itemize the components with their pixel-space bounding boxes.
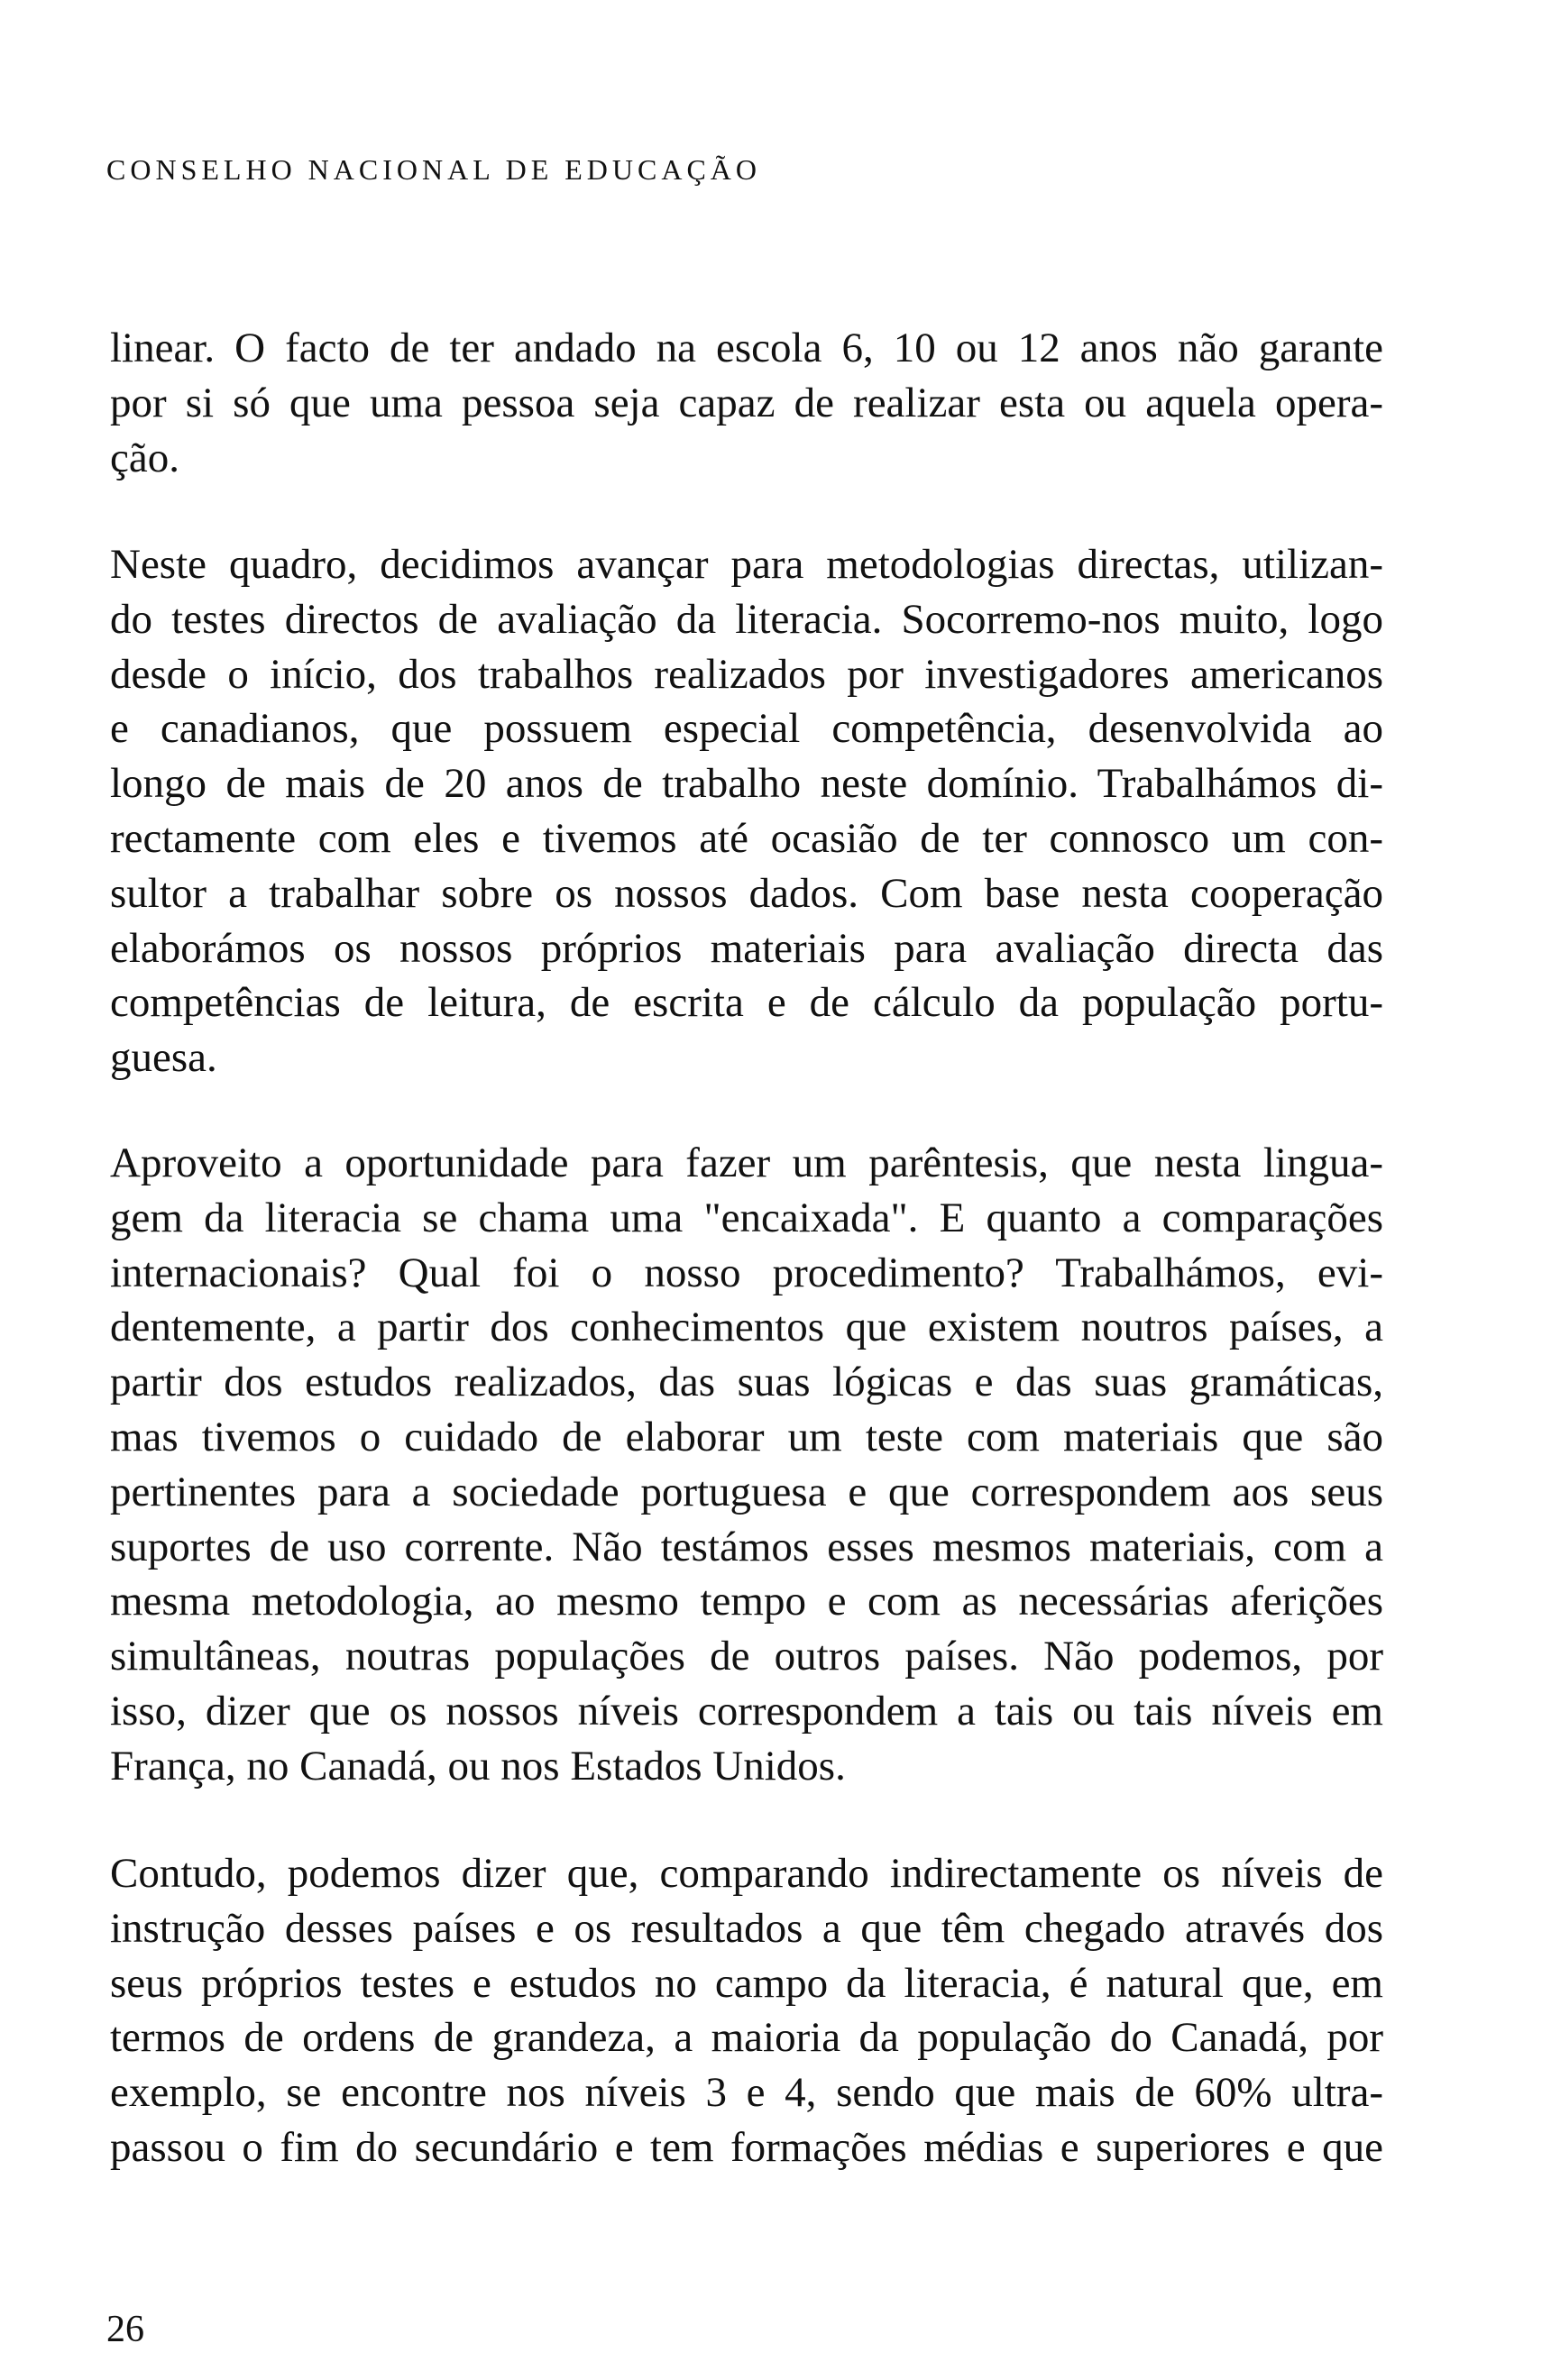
running-header: CONSELHO NACIONAL DE EDUCAÇÃO	[106, 153, 762, 186]
body-paragraph	[110, 537, 1383, 1085]
text-line: dentemente, a partir dos conhecimentos que existem noutros países, a	[110, 1304, 1383, 1351]
text-line: elaborámos os nossos próprios materiais para avaliação directa das	[110, 924, 1383, 972]
text-line: pertinentes para a sociedade portuguesa e que correspondem aos seus	[110, 1468, 1383, 1515]
text-line: rectamente com eles e tivemos até ocasião de ter connosco um con-	[110, 814, 1383, 862]
body-paragraph	[110, 321, 1383, 485]
body-paragraph	[110, 1846, 1383, 2175]
text-line: França, no Canadá, ou nos Estados Unidos.	[110, 1742, 846, 1790]
text-line: simultâneas, noutras populações de outros países. Não podemos, por	[110, 1633, 1383, 1680]
text-line: partir dos estudos realizados, das suas lógicas e das suas gramáticas,	[110, 1359, 1383, 1406]
text-line: isso, dizer que os nossos níveis correspondem a tais ou tais níveis em	[110, 1687, 1383, 1735]
text-line: internacionais? Qual foi o nosso procedimento? Trabalhámos, evi-	[110, 1249, 1383, 1296]
text-line: gem da literacia se chama uma "encaixada". E quanto a comparações	[110, 1194, 1383, 1241]
text-line: exemplo, se encontre nos níveis 3 e 4, sendo que mais de 60% ultra-	[110, 2069, 1383, 2117]
text-line: desde o início, dos trabalhos realizados por investigadores americanos	[110, 650, 1383, 698]
text-line: suportes de uso corrente. Não testámos esses mesmos materiais, com a	[110, 1523, 1383, 1570]
text-line: do testes directos de avaliação da literacia. Socorremo-nos muito, logo	[110, 595, 1383, 643]
text-line: e canadianos, que possuem especial competência, desenvolvida ao	[110, 705, 1383, 753]
text-line: ção.	[110, 434, 179, 481]
text-line: Aproveito a oportunidade para fazer um parêntesis, que nesta lingua-	[110, 1140, 1383, 1186]
text-line: guesa.	[110, 1034, 217, 1082]
text-line: linear. O facto de ter andado na escola 6, 10 ou 12 anos não garante	[110, 325, 1383, 371]
text-line: Contudo, podemos dizer que, comparando indirectamente os níveis de	[110, 1850, 1383, 1897]
text-line: mesma metodologia, ao mesmo tempo e com as necessárias aferições	[110, 1578, 1383, 1625]
text-line: por si só que uma pessoa seja capaz de realizar esta ou aquela opera-	[110, 379, 1383, 426]
page-number: 26	[106, 2309, 144, 2350]
text-line: Neste quadro, decidimos avançar para metodologias directas, utilizan-	[110, 541, 1383, 588]
text-line: mas tivemos o cuidado de elaborar um teste com materiais que são	[110, 1413, 1383, 1460]
text-line: competências de leitura, de escrita e de cálculo da população portu-	[110, 979, 1383, 1027]
text-line: sultor a trabalhar sobre os nossos dados. Com base nesta cooperação	[110, 869, 1383, 917]
text-line: termos de ordens de grandeza, a maioria da população do Canadá, por	[110, 2014, 1383, 2062]
text-line: passou o fim do secundário e tem formações médias e superiores e que	[110, 2123, 1383, 2171]
body-paragraph	[110, 1136, 1383, 1794]
text-line: longo de mais de 20 anos de trabalho neste domínio. Trabalhámos di-	[110, 760, 1383, 808]
text-line: instrução desses países e os resultados a que têm chegado através dos	[110, 1904, 1383, 1952]
text-line: seus próprios testes e estudos no campo da literacia, é natural que, em	[110, 1959, 1383, 2007]
